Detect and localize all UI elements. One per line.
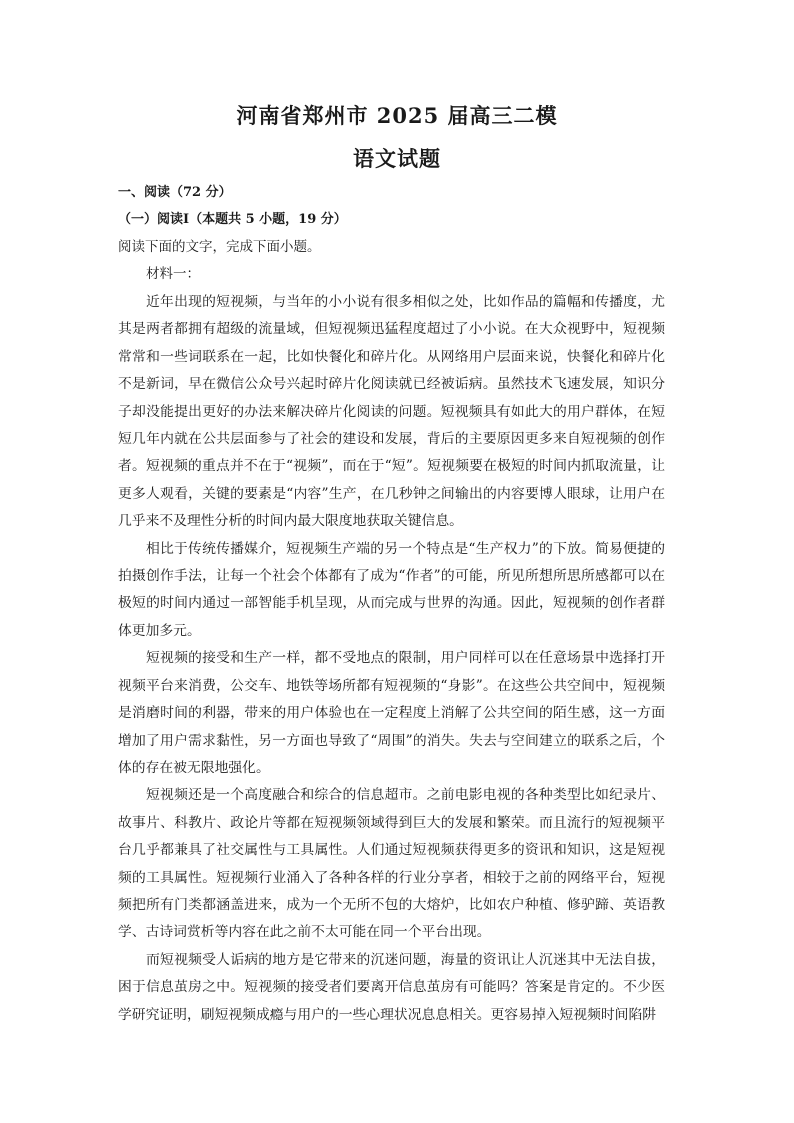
document-title: 河南省郑州市 2025 届高三二模 (236, 103, 558, 128)
paragraph-5: 而短视频受人诟病的地方是它带来的沉迷问题，海量的资讯让人沉迷其中无法自拔，困于信息茧房之中。短视频的接受者们要离开信息茧房有可能吗？答案是肯定的。不少医学研究证明，刷短视频成瘾与用户的一些心理状况息息相关。更容易掉入短视频时间陷阱 (118, 951, 665, 1023)
subsection-heading-reading-1: （一）阅读Ⅰ（本题共 5 小题，19 分） (118, 212, 347, 227)
document-subtitle: 语文试题 (353, 146, 441, 171)
paragraph-4: 短视频还是一个高度融合和综合的信息超市。之前电影电视的各种类型比如纪录片、故事片、科教片、政论片等都在短视频领域得到巨大的发展和繁荣。而且流行的短视频平台几乎都兼具了社交属性与工具属性。人们通过短视频获得更多的资讯和知识，这是短视频的工具属性。短视频行业涌入了各种各样的行业分享者，相较于之前的网络平台，短视频把所有门类都涵盖进来，成为一个无所不包的大熔炉，比如农户种植、修驴蹄、英语教学、古诗词赏析等内容在此之前不太可能在同一个平台出现。 (118, 787, 665, 941)
paragraph-3: 短视频的接受和生产一样，都不受地点的限制，用户同样可以在任意场景中选择打开视频平台来消费，公交车、地铁等场所都有短视频的“身影”。在这些公共空间中，短视频是消磨时间的利器，带来的用户体验也在一定程度上消解了公共空间的陌生感，这一方面增加了用户需求黏性，另一方面也导致了“周围”的消失。失去与空间建立的联系之后，个体的存在被无限地强化。 (118, 650, 665, 776)
article-body (118, 289, 665, 1029)
material-label: 材料一： (146, 266, 200, 282)
paragraph-1: 近年出现的短视频，与当年的小小说有很多相似之处，比如作品的篇幅和传播度，尤其是两者都拥有超级的流量域，但短视频迅猛程度超过了小小说。在大众视野中，短视频常常和一些词联系在一起，比如快餐化和碎片化。从网络用户层面来说，快餐化和碎片化不是新词，早在微信公众号兴起时碎片化阅读就已经被诟病。虽然技术飞速发展，知识分子却没能提出更好的办法来解决碎片化阅读的问题。短视频具有如此大的用户群体，在短短几年内就在公共层面参与了社会的建设和发展，背后的主要原因更多来自短视频的创作者。短视频的重点并不在于“视频”，而在于“短”。短视频要在极短的时间内抓取流量，让更多人观看，关键的要素是“内容”生产，在几秒钟之间输出的内容要博人眼球，让用户在几乎来不及理性分析的时间内最大限度地获取关键信息。 (118, 294, 665, 530)
paragraph-2: 相比于传统传播媒介，短视频生产端的另一个特点是“生产权力”的下放。简易便捷的拍摄创作手法，让每一个社会个体都有了成为“作者”的可能，所见所想所思所感都可以在极短的时间内通过一部智能手机呈现，从而完成与世界的沟通。因此，短视频的创作者群体更加多元。 (118, 540, 665, 639)
section-heading-reading: 一、阅读（72 分） (118, 185, 232, 200)
instruction-text: 阅读下面的文字，完成下面小题。 (118, 239, 321, 255)
